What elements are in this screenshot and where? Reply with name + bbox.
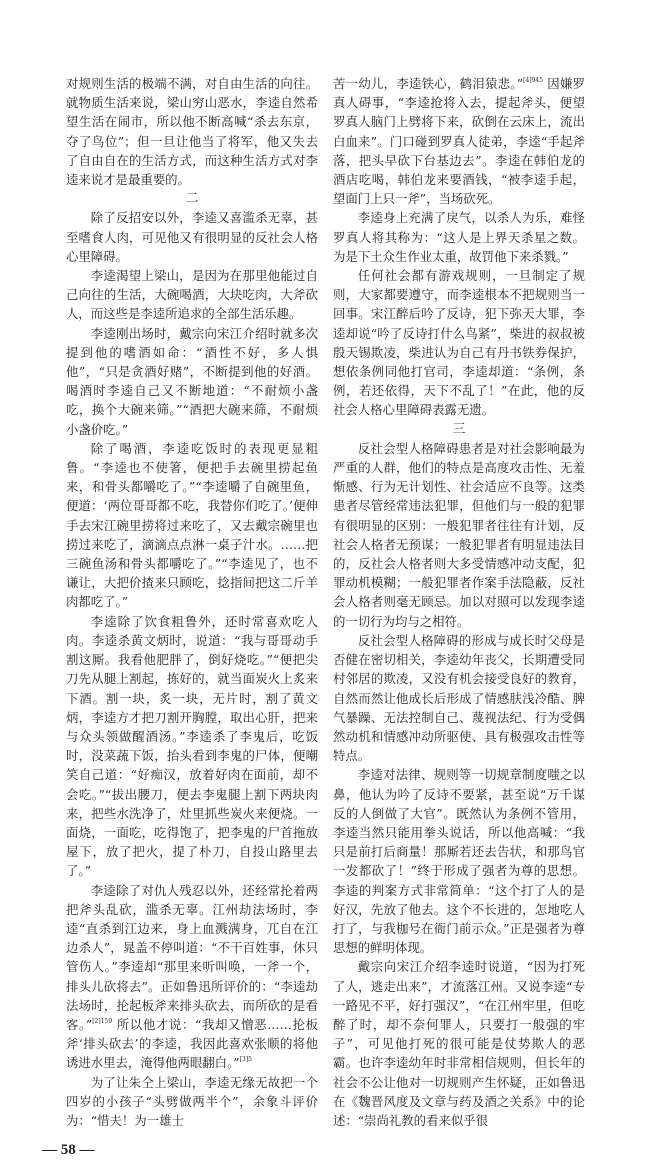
paragraph — [66, 439, 318, 612]
paragraph — [66, 266, 318, 324]
left-column-wrapper — [42, 74, 318, 1160]
paragraph-text: 为了让朱仝上梁山，李逵无缘无故把一个四岁的小孩子“头劈做两半个”，余象斗评价为：“惜夫！为一雄士 — [66, 1074, 318, 1128]
paragraph — [333, 957, 585, 1130]
paragraph — [333, 765, 585, 957]
section-heading: 二 — [185, 191, 199, 207]
section-heading: 三 — [452, 421, 466, 437]
paragraph-text: 苦一幼儿，李逵铁心，鹤泪猿悲。” — [333, 76, 524, 91]
left-text-column — [66, 74, 318, 1130]
paragraph — [66, 881, 318, 1073]
paragraph-text: 李逵刚出场时，戴宗向宋江介绍时就多次提到他的嗜酒如命：“酒性不好，多人惧他”，“只是贪酒好赌”，不断提到他的好酒。喝酒时李逵自己又不断地道：“不耐烦小盏吃，换个大碗来筛。”“酒把大碗来筛，不耐烦小盏价吃。” — [66, 325, 318, 437]
paragraph-text: 李逵除了饮食粗鲁外，还时常喜欢吃人肉。李逵杀黄文炳时，说道：“我与哥哥动手割这厮。我看他肥胖了，倒好烧吃。”“便把尖刀先从腿上割起，拣好的，就当面炭火上炙来下酒。割一块，炙一块，无片时，割了黄文炳，李逵方才把刀割开胸膛，取出心肝，把来与众头领做醒酒汤。”李逵杀了李鬼后，吃饭时，没菜蔬下饭，抬头看到李鬼的尸体，便嘲笑自己道：“好痴汉，放着好肉在面前，却不会吃。”“拔出腰刀，便去李鬼腿上割下两块肉来，把些水洗净了，灶里抓些炭火来便烧。一面烧，一面吃，吃得饱了，把李鬼的尸首拖放屋下，放了把火，提了朴刀，自投山路里去了。” — [66, 613, 318, 879]
right-text-column — [333, 74, 585, 1130]
citation-marker: [2]159 — [92, 1017, 113, 1025]
paragraph — [66, 612, 318, 881]
paragraph — [66, 208, 318, 266]
paragraph-text: 因嫌罗真人碍事，“李逵抢将入去，提起斧头，便望罗真人脑门上劈将下来，砍倒在云床上，流出白血来”。门口碰到罗真人徒弟，李逵“手起斧落，把头早砍下台基边去”。李逵在韩伯龙的酒店吃喝，韩伯龙来要酒钱，“被李逵手起，望面门上只一斧”，当场砍死。 — [333, 76, 585, 207]
paragraph-text: 反社会型人格障碍患者是对社会影响最为严重的人群，他们的特点是高度攻击性、无羞惭感、行为无计划性、社会适应不良等。这类患者尽管经常违法犯罪，但他们与一般的犯罪有很明显的区别：一般犯罪者往往有计划，反社会人格者无预谋；一般犯罪者有明显违法目的，反社会人格者则大多受情感冲动支配，犯罪动机模糊；一般犯罪者作案手法隐蔽，反社会人格者则毫无顾忌。加以对照可以发现李逵的一切行为均与之相符。 — [333, 440, 585, 629]
paragraph-text: 李逵除了对仇人残忍以外，还经常抡着两把斧头乱砍，滥杀无辜。江州劫法场时，李逵“直杀到江边来，身上血溅满身，兀自在江边杀人”，晁盖不停叫道：“不干百姓事，休只管伤人。”李逵却“那里来听叫唤，一斧一个，排头儿砍将去”。正如鲁迅所评价的：“李逵劫法场时，抡起板斧来排头砍去，而所砍的是看客。” — [66, 882, 318, 1032]
paragraph — [333, 74, 585, 208]
page-number: — 58 — — [42, 1142, 95, 1159]
paragraph — [66, 324, 318, 439]
paragraph-text: 李逵渴望上梁山，是因为在那里他能过自己向往的生活，大碗喝酒，大块吃肉，大斧砍人，而这些是李逵所追求的全部生活乐趣。 — [66, 268, 318, 322]
paragraph-text: 李逵对法律、规则等一切规章制度嗤之以鼻，他认为吟了反诗不要紧，甚至说“万千谋反的人倒做了大官”。既然认为条例不管用，李逵当然只能用拳头说话，所以他高喊：“我只是前打后商量！那厮若还去告状，和那鸟官一发都砍了！”终于形成了强者为尊的思想。李逵的判案方式非常简单：“这个打了人的是好汉，先放了他去。这个不长进的，怎地吃人打了，与我枷号在衙门前示众。”正是强者为尊思想的鲜明体现。 — [333, 767, 585, 956]
paragraph-text: 所以他才说：“我却又憎恶……抡板斧‘排头砍去’的李逵，我因此喜欢张顺的将他诱进水里去，淹得他两眼翻白。” — [66, 1016, 318, 1071]
right-column-wrapper — [333, 74, 585, 1130]
paragraph — [333, 208, 585, 266]
paragraph-text: 任何社会都有游戏规则，一旦制定了规则，大家都要遵守，而李逵根本不把规则当一回事。宋江醉后吟了反诗，犯下弥天大罪，李逵却说“吟了反诗打什么鸟紧”，柴进的叔叔被殷天锡欺凌，柴进认为自己有丹书铁券保护，想依条例同他打官司，李逵却道：“条例，条例，若还依得，天下不乱了！”在此，他的反社会人格心里障碍表露无遗。 — [333, 268, 585, 418]
paragraph — [66, 1073, 318, 1131]
paragraph-text: 戴宗向宋江介绍李逵时说道，“因为打死了人，逃走出来”，才流落江州。又说李逵“专一路见不平，好打强汉”，“在江州牢里，但吃醉了时，却不奈何罪人，只要打一般强的牢子”，可见他打死的很可能是仗势欺人的恶霸。也许李逵幼年时非常相信规则，但长年的社会不公让他对一切规则产生怀疑，正如鲁迅在《魏晋风度及文章与药及酒之关系》中的论述：“崇尚礼教的看来似乎很 — [333, 959, 585, 1128]
paragraph-text: 除了反招安以外，李逵又喜滥杀无辜，甚至嗜食人肉，可见他又有很明显的反社会人格心里障碍。 — [66, 210, 318, 264]
paragraph-text: 除了喝酒，李逵吃饭时的表现更显粗鲁。“李逵也不使箸，便把手去碗里捞起鱼来，和骨头都嚼吃了。”“李逵嚼了自碗里鱼，便道：‘两位哥哥都不吃，我替你们吃了。’便伸手去宋江碗里捞将过来吃了，又去戴宗碗里也捞过来吃了，滴滴点点淋一桌子汁水。……把三碗鱼汤和骨头都嚼吃了。”“李逵见了，也不谦让，大把价揸来只顾吃，捻指间把这二斤羊肉都吃了。” — [66, 440, 318, 610]
paragraph-text: 对规则生活的极端不满，对自由生活的向往。就物质生活来说，梁山穷山恶水，李逵自然希望生活在闹市，所以他不断高喊“杀去东京，夺了鸟位”；但一旦让他当了将军，他又失去了自由自在的生活方式，而这种生活方式对李逵来说才是最重要的。 — [66, 76, 318, 188]
paragraph — [66, 74, 318, 189]
paragraph — [333, 266, 585, 420]
paragraph-text: 反社会型人格障碍的形成与成长时父母是否健在密切相关，李逵幼年丧父，长期遭受同村邻居的欺凌，又没有机会接受良好的教育，自然而然让他成长后形成了情感肤浅冷酷、脾气暴躁、无法控制自己、蔑视法纪、行为受偶然动机和情感冲动所驱使、具有极强攻击性等特点。 — [333, 632, 585, 764]
citation-marker: [3]5 — [239, 1056, 252, 1064]
paragraph — [333, 631, 585, 765]
citation-marker: [4]945 — [523, 77, 544, 84]
paragraph-text: 李逵身上充满了戾气，以杀人为乐，难怪罗真人将其称为：“这人是上界天杀星之数。为是下土众生作业太重，故罚他下来杀戮。” — [333, 210, 585, 264]
paragraph — [333, 439, 585, 631]
